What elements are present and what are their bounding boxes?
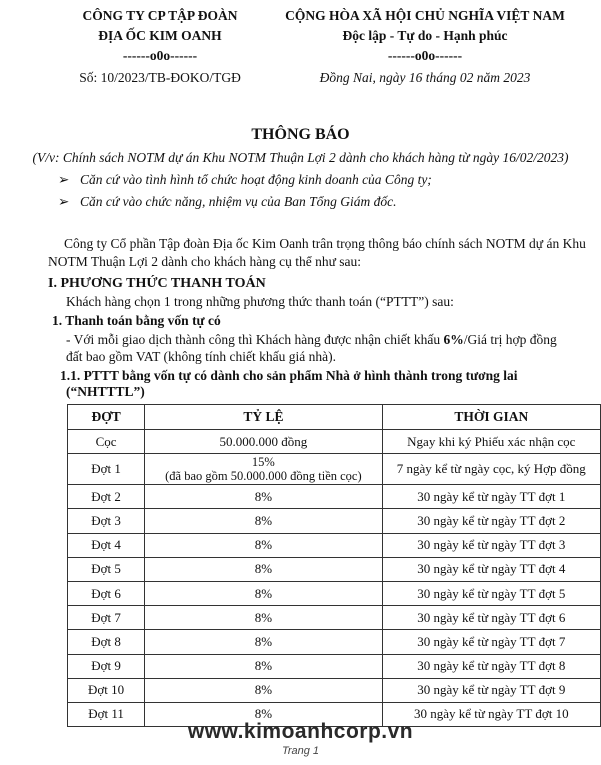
section-description: Khách hàng chọn 1 trong những phương thức thanh toán (“PTTT”) sau: xyxy=(66,294,454,309)
installment-cell: Cọc xyxy=(68,430,145,454)
rate-cell: 8% xyxy=(145,509,382,533)
installment-cell: Đợt 3 xyxy=(68,509,145,533)
company-separator: ------o0o------ xyxy=(122,48,198,63)
rate-cell: 8% xyxy=(145,557,382,581)
subsection-heading-1-1-cont: (“NHTTTL”) xyxy=(66,384,145,399)
rate-cell: 8% xyxy=(145,702,382,726)
table-row xyxy=(68,454,601,485)
nation-motto: Độc lập - Tự do - Hạnh phúc xyxy=(342,28,508,43)
subsection-heading: 1. Thanh toán bằng vốn tự có xyxy=(52,313,221,328)
discount-percent: 6% xyxy=(443,332,464,347)
subsection-heading-1-1: 1.1. PTTT bằng vốn tự có dành cho sản phẩm Nhà ở hình thành trong tương lai xyxy=(60,368,518,383)
table-row xyxy=(68,581,601,605)
installment-cell: Đợt 5 xyxy=(68,557,145,581)
rate-cell: 8% xyxy=(145,630,382,654)
column-header: ĐỢT xyxy=(68,405,145,430)
intro-line-1: Công ty Cổ phần Tập đoàn Địa ốc Kim Oanh trân trọng thông báo chính sách NOTM dự án Khu xyxy=(64,236,586,251)
website-watermark: www.kimoanhcorp.vn xyxy=(187,720,414,743)
basis-text: Căn cứ vào tình hình tổ chức hoạt động kinh doanh của Công ty; xyxy=(80,172,432,187)
timing-cell: 30 ngày kể từ ngày TT đợt 7 xyxy=(382,630,600,654)
rate-cell: 8% xyxy=(145,678,382,702)
timing-cell: Ngay khi ký Phiếu xác nhận cọc xyxy=(382,430,600,454)
nation-title: CỘNG HÒA XÃ HỘI CHỦ NGHĨA VIỆT NAM xyxy=(285,8,565,23)
timing-cell: 30 ngày kể từ ngày TT đợt 2 xyxy=(382,509,600,533)
rate-cell: 50.000.000 đồng xyxy=(145,430,382,454)
rate-note: (đã bao gồm 50.000.000 đồng tiền cọc) xyxy=(165,469,362,484)
page-number: Trang 1 xyxy=(281,745,320,757)
table-row xyxy=(68,533,601,557)
table-row xyxy=(68,485,601,509)
nation-header xyxy=(265,6,585,88)
timing-cell: 7 ngày kể từ ngày cọc, ký Hợp đồng xyxy=(382,454,600,485)
arrow-bullet-icon: ➢ xyxy=(58,194,70,209)
company-name-line2: ĐỊA ỐC KIM OANH xyxy=(98,28,222,43)
section-heading: I. PHƯƠNG THỨC THANH TOÁN xyxy=(48,276,266,291)
installment-cell: Đợt 10 xyxy=(68,678,145,702)
installment-cell: Đợt 4 xyxy=(68,533,145,557)
discount-line-2: đất bao gồm VAT (không tính chiết khấu giá nhà). xyxy=(66,349,336,364)
timing-cell: 30 ngày kể từ ngày TT đợt 8 xyxy=(382,654,600,678)
timing-cell: 30 ngày kể từ ngày TT đợt 4 xyxy=(382,557,600,581)
basis-item xyxy=(58,172,432,188)
column-header: TỶ LỆ xyxy=(145,405,382,430)
installment-cell: Đợt 8 xyxy=(68,630,145,654)
basis-item xyxy=(58,194,397,210)
rate-cell xyxy=(145,454,382,485)
document-title: THÔNG BÁO xyxy=(251,126,350,143)
rate-cell: 8% xyxy=(145,581,382,605)
place-date: Đồng Nai, ngày 16 tháng 02 năm 2023 xyxy=(319,70,531,85)
arrow-bullet-icon: ➢ xyxy=(58,172,70,187)
table-row xyxy=(68,430,601,454)
installment-cell: Đợt 6 xyxy=(68,581,145,605)
rate-value: 15% xyxy=(251,455,275,470)
discount-text-end: /Giá trị hợp đồng xyxy=(463,332,557,347)
timing-cell: 30 ngày kể từ ngày TT đợt 10 xyxy=(382,702,600,726)
installment-cell: Đợt 2 xyxy=(68,485,145,509)
table-row xyxy=(68,509,601,533)
payment-schedule-table xyxy=(67,404,601,727)
company-name-line1: CÔNG TY CP TẬP ĐOÀN xyxy=(82,8,238,23)
intro-line-2: NOTM Thuận Lợi 2 dành cho khách hàng cụ thể như sau: xyxy=(48,254,362,269)
timing-cell: 30 ngày kể từ ngày TT đợt 1 xyxy=(382,485,600,509)
rate-cell: 8% xyxy=(145,533,382,557)
rate-cell: 8% xyxy=(145,485,382,509)
table-row xyxy=(68,557,601,581)
rate-cell: 8% xyxy=(145,654,382,678)
basis-text: Căn cứ vào chức năng, nhiệm vụ của Ban Tổng Giám đốc. xyxy=(80,194,397,209)
nation-separator: ------o0o------ xyxy=(387,48,463,63)
table-row xyxy=(68,630,601,654)
document-number: Số: 10/2023/TB-ĐOKO/TGĐ xyxy=(79,70,241,85)
discount-line-1 xyxy=(66,332,557,348)
document-subject: (V/v: Chính sách NOTM dự án Khu NOTM Thuận Lợi 2 dành cho khách hàng từ ngày 16/02/2023) xyxy=(32,150,569,165)
discount-text: - Với mỗi giao dịch thành công thì Khách hàng được nhận chiết khấu xyxy=(66,332,444,347)
table-row xyxy=(68,654,601,678)
installment-cell: Đợt 1 xyxy=(68,454,145,485)
timing-cell: 30 ngày kể từ ngày TT đợt 3 xyxy=(382,533,600,557)
installment-cell: Đợt 7 xyxy=(68,606,145,630)
rate-cell: 8% xyxy=(145,606,382,630)
installment-cell: Đợt 9 xyxy=(68,654,145,678)
table-row xyxy=(68,678,601,702)
company-header xyxy=(60,6,260,88)
timing-cell: 30 ngày kể từ ngày TT đợt 9 xyxy=(382,678,600,702)
table-row xyxy=(68,606,601,630)
column-header: THỜI GIAN xyxy=(382,405,600,430)
table-header-row xyxy=(68,405,601,430)
installment-cell: Đợt 11 xyxy=(68,702,145,726)
timing-cell: 30 ngày kể từ ngày TT đợt 6 xyxy=(382,606,600,630)
timing-cell: 30 ngày kể từ ngày TT đợt 5 xyxy=(382,581,600,605)
